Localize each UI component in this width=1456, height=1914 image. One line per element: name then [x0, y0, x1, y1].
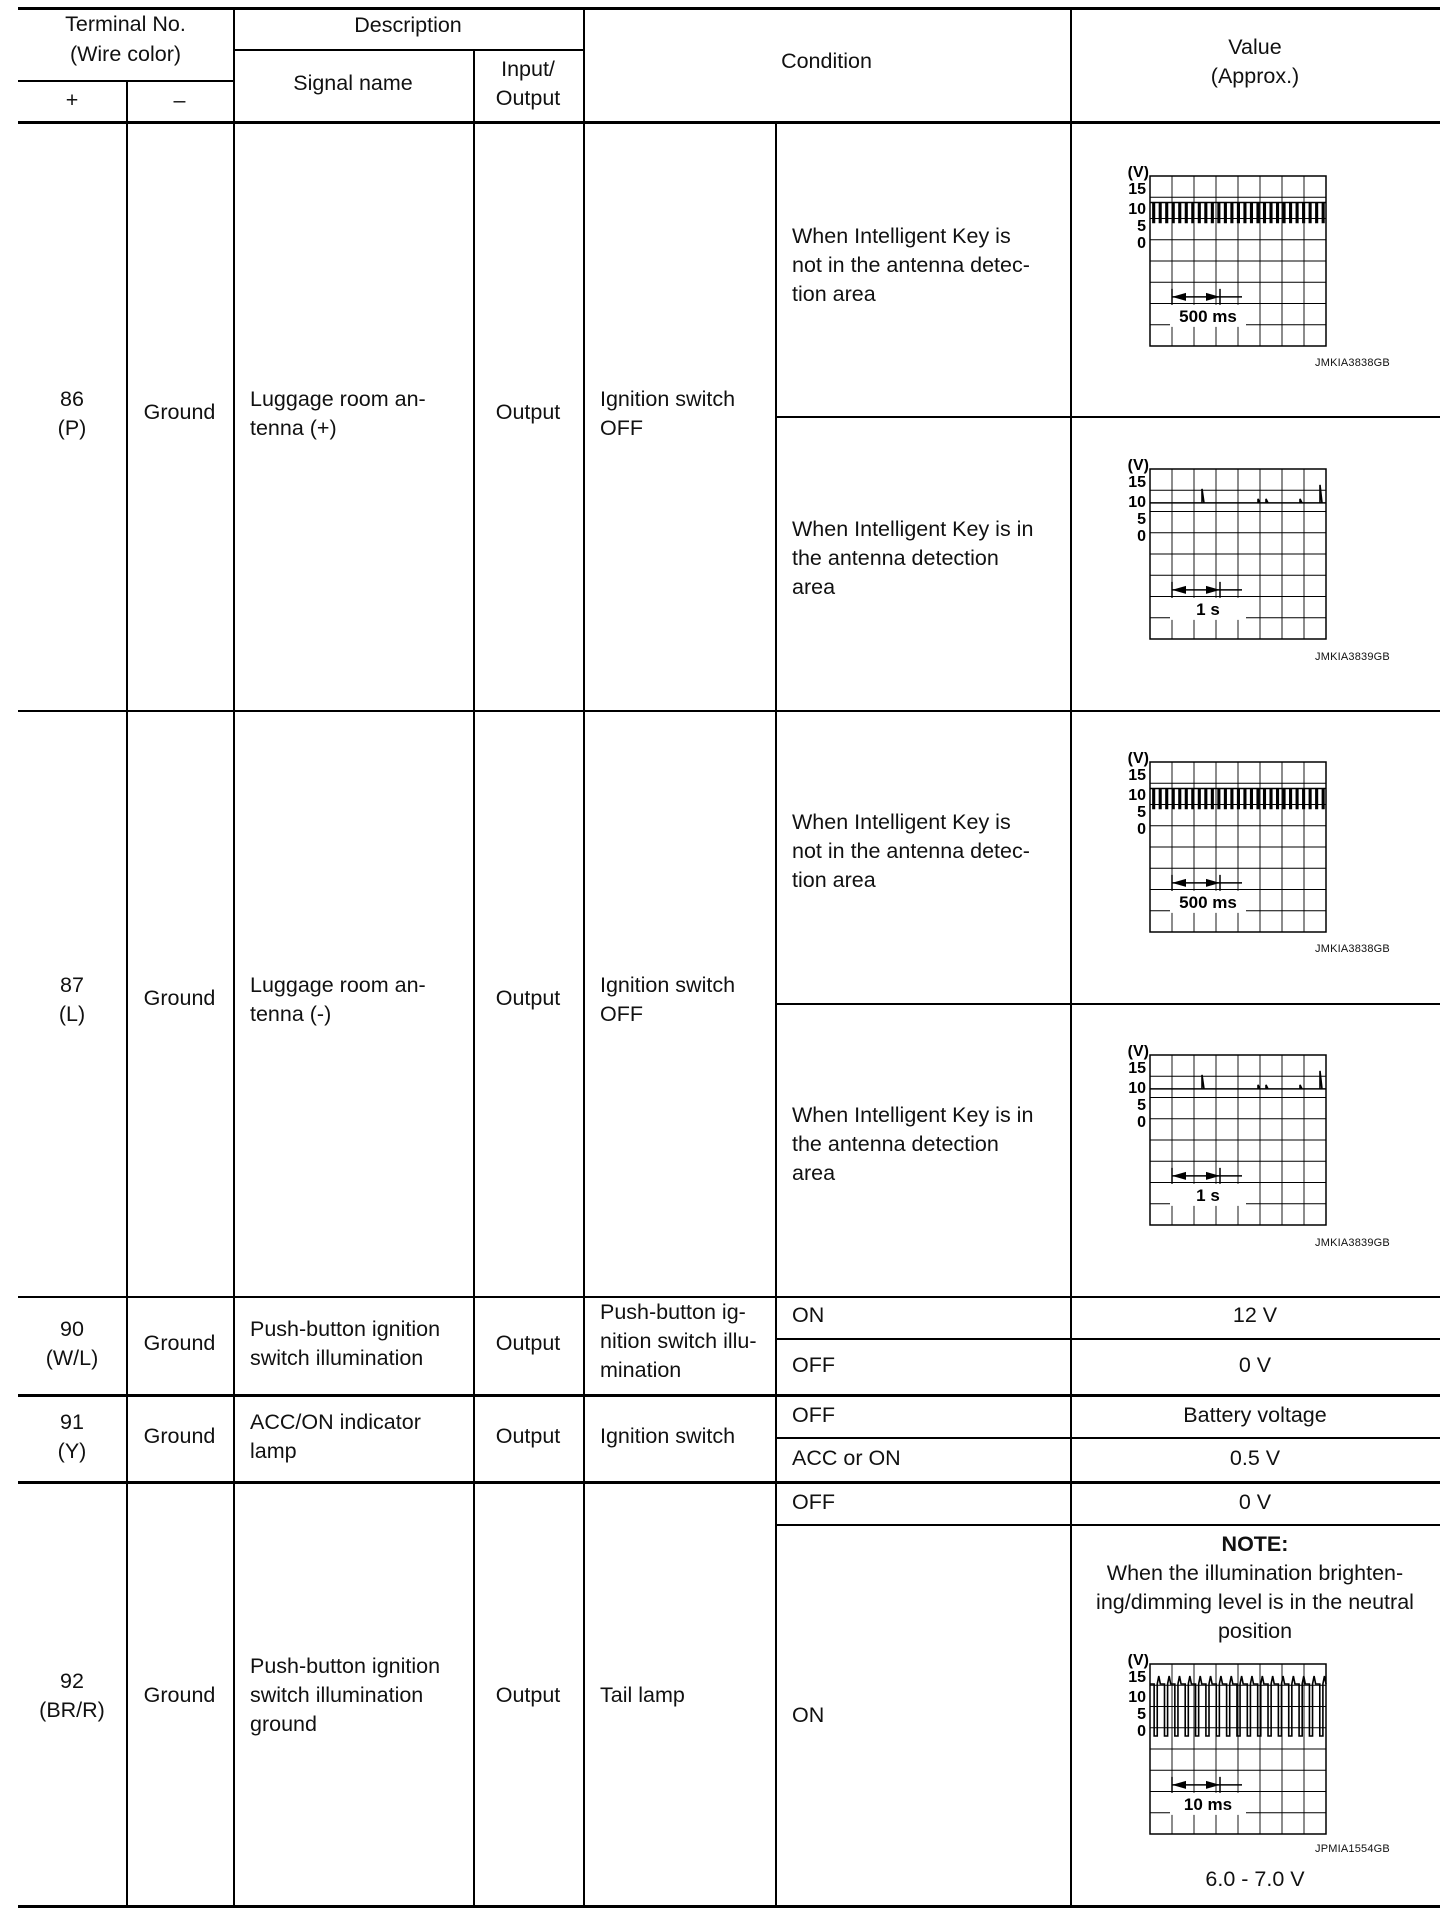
y-tick-label: 10 — [1128, 201, 1146, 218]
waveform-graph — [1110, 752, 1340, 937]
wire-color: (W/L) — [45, 1346, 99, 1370]
figure-code: JMKIA3838GB — [1315, 943, 1390, 955]
y-tick-label: 0 — [1137, 1723, 1146, 1740]
sub-condition-line2: not in the antenna detec- — [792, 253, 1030, 277]
waveform-trace — [1150, 789, 1326, 809]
header-bottom-border — [18, 121, 1440, 124]
sub-condition-line1: When Intelligent Key is — [792, 224, 1011, 248]
wire-color: (Y) — [57, 1439, 87, 1463]
col-divider-io-condition — [583, 7, 585, 1906]
condition-line1: Ignition switch — [600, 973, 736, 997]
wire-color: (L) — [58, 1002, 86, 1026]
sub-condition-line2: the antenna detection — [792, 1132, 999, 1156]
col-divider-condition-sub — [775, 121, 777, 1906]
row92-sub-divider — [775, 1524, 1440, 1526]
note-line1: When the illumination brighten- — [1106, 1561, 1404, 1585]
header-plus: + — [65, 88, 79, 112]
note-line3: position — [1217, 1619, 1293, 1643]
signal-name-line2: lamp — [250, 1439, 297, 1463]
y-tick-label: 15 — [1128, 767, 1146, 784]
signal-name-line1: Luggage room an- — [250, 973, 426, 997]
condition-line1: Tail lamp — [600, 1683, 685, 1707]
condition-line3: mination — [600, 1358, 682, 1382]
value: 12 V — [1232, 1303, 1278, 1327]
y-tick-label: 5 — [1137, 804, 1146, 821]
header-value-line1: Value — [1228, 35, 1282, 59]
y-tick-label: 15 — [1128, 1060, 1146, 1077]
terminal-number: 92 — [60, 1669, 84, 1693]
sub-condition-line2: the antenna detection — [792, 546, 999, 570]
header-description: Description — [354, 13, 462, 37]
y-tick-label: 15 — [1128, 181, 1146, 198]
axis-unit-label: (V) — [1127, 1654, 1149, 1669]
sub-condition-line2: not in the antenna detec- — [792, 839, 1030, 863]
signal-name-line1: Luggage room an- — [250, 387, 426, 411]
waveform-graph — [1110, 166, 1340, 351]
axis-unit-label: (V) — [1127, 1045, 1149, 1060]
wire-color: (P) — [57, 416, 87, 440]
time-scale-label: 500 ms — [1179, 306, 1237, 326]
signal-name-line2: tenna (+) — [250, 416, 337, 440]
sub-condition: OFF — [792, 1490, 835, 1514]
sub-condition: ON — [792, 1303, 825, 1327]
axis-unit-label: (V) — [1127, 459, 1149, 474]
header-desc-divider — [233, 49, 583, 51]
condition-line2: nition switch illu- — [600, 1329, 757, 1353]
time-marker-arrow — [1206, 1781, 1220, 1789]
row86-bottom-border — [18, 710, 1440, 712]
row86-sub-divider — [775, 416, 1440, 418]
io-type: Output — [495, 1683, 561, 1707]
time-marker-arrow — [1206, 1172, 1220, 1180]
io-type: Output — [495, 1424, 561, 1448]
time-scale-label: 10 ms — [1183, 1794, 1233, 1814]
figure-code: JMKIA3839GB — [1315, 651, 1390, 663]
waveform-graph — [1110, 1045, 1340, 1230]
time-marker-arrow — [1172, 586, 1186, 594]
ground-terminal: Ground — [143, 1424, 216, 1448]
condition-line1: Ignition switch — [600, 387, 736, 411]
sub-condition-line1: When Intelligent Key is in — [792, 1103, 1034, 1127]
io-type: Output — [495, 1331, 561, 1355]
row87-sub-divider — [775, 1003, 1440, 1005]
condition-line1: Ignition switch — [600, 1424, 736, 1448]
y-tick-label: 10 — [1128, 787, 1146, 804]
header-wire-color: (Wire color) — [69, 42, 182, 66]
terminal-number: 91 — [60, 1410, 84, 1434]
signal-name-line1: ACC/ON indicator — [250, 1410, 421, 1434]
time-marker-arrow — [1172, 1172, 1186, 1180]
note-title: NOTE: — [1221, 1532, 1289, 1556]
time-marker-arrow — [1206, 293, 1220, 301]
y-tick-label: 0 — [1137, 528, 1146, 545]
y-tick-label: 5 — [1137, 1097, 1146, 1114]
value: 6.0 - 7.0 V — [1205, 1867, 1305, 1891]
sub-condition-line1: When Intelligent Key is — [792, 810, 1011, 834]
figure-code: JMKIA3839GB — [1315, 1237, 1390, 1249]
y-tick-label: 15 — [1128, 474, 1146, 491]
value: 0 V — [1238, 1490, 1272, 1514]
col-divider-signal-io — [473, 49, 475, 1906]
time-scale-label: 500 ms — [1179, 892, 1237, 912]
header-io-line2: Output — [495, 86, 561, 110]
signal-name-line2: switch illumination — [250, 1346, 424, 1370]
header-io-line1: Input/ — [501, 57, 555, 81]
y-tick-label: 0 — [1137, 821, 1146, 838]
header-value-line2: (Approx.) — [1210, 64, 1300, 88]
sub-condition: OFF — [792, 1353, 835, 1377]
y-tick-label: 10 — [1128, 1689, 1146, 1706]
y-tick-label: 5 — [1137, 511, 1146, 528]
row91-bottom-border — [18, 1481, 1440, 1484]
terminal-number: 90 — [60, 1317, 84, 1341]
axis-unit-label: (V) — [1127, 166, 1149, 181]
io-type: Output — [495, 400, 561, 424]
ground-terminal: Ground — [143, 986, 216, 1010]
wire-color: (BR/R) — [39, 1698, 105, 1722]
header-signal-name: Signal name — [293, 71, 413, 95]
signal-name-line2: tenna (-) — [250, 1002, 332, 1026]
note-line2: ing/dimming level is in the neutral — [1096, 1590, 1414, 1614]
io-type: Output — [495, 986, 561, 1010]
row91-sub-divider — [775, 1437, 1440, 1439]
value: 0 V — [1238, 1353, 1272, 1377]
sub-condition: OFF — [792, 1403, 835, 1427]
sub-condition-line3: area — [792, 1161, 836, 1185]
y-tick-label: 5 — [1137, 1706, 1146, 1723]
ground-terminal: Ground — [143, 1683, 216, 1707]
time-marker-arrow — [1172, 1781, 1186, 1789]
sub-condition-line3: tion area — [792, 868, 876, 892]
sub-condition: ON — [792, 1703, 825, 1727]
value: 0.5 V — [1229, 1446, 1281, 1470]
sub-condition: ACC or ON — [792, 1446, 901, 1470]
row90-sub-divider — [775, 1338, 1440, 1340]
condition-line1: Push-button ig- — [600, 1300, 746, 1324]
value: Battery voltage — [1183, 1403, 1327, 1427]
time-marker-arrow — [1172, 293, 1186, 301]
signal-name-line2: switch illumination — [250, 1683, 424, 1707]
terminal-number: 87 — [60, 973, 84, 997]
waveform-graph — [1110, 459, 1340, 644]
signal-name-line1: Push-button ignition — [250, 1654, 441, 1678]
signal-name-line3: ground — [250, 1712, 317, 1736]
time-marker-arrow — [1172, 879, 1186, 887]
row90-bottom-border — [18, 1394, 1440, 1397]
sub-condition-line3: tion area — [792, 282, 876, 306]
waveform-trace — [1150, 203, 1326, 223]
signal-name-line1: Push-button ignition — [250, 1317, 441, 1341]
header-terminal-no: Terminal No. — [65, 12, 186, 36]
sub-condition-line3: area — [792, 575, 836, 599]
ground-terminal: Ground — [143, 400, 216, 424]
header-condition: Condition — [781, 49, 872, 73]
waveform-graph — [1110, 1654, 1340, 1839]
ground-terminal: Ground — [143, 1331, 216, 1355]
axis-unit-label: (V) — [1127, 752, 1149, 767]
time-scale-label: 1 s — [1196, 1185, 1220, 1205]
figure-code: JMKIA3838GB — [1315, 357, 1390, 369]
time-marker-arrow — [1206, 586, 1220, 594]
header-minus: – — [173, 88, 186, 112]
y-tick-label: 0 — [1137, 1114, 1146, 1131]
y-tick-label: 10 — [1128, 494, 1146, 511]
time-marker-arrow — [1206, 879, 1220, 887]
figure-code: JPMIA1554GB — [1315, 1843, 1390, 1855]
condition-line2: OFF — [600, 416, 643, 440]
col-divider-terminal-signal — [233, 7, 235, 1906]
condition-line2: OFF — [600, 1002, 643, 1026]
y-tick-label: 10 — [1128, 1080, 1146, 1097]
table-bottom-border — [18, 1905, 1440, 1908]
terminal-number: 86 — [60, 387, 84, 411]
time-scale-label: 1 s — [1196, 599, 1220, 619]
y-tick-label: 5 — [1137, 218, 1146, 235]
y-tick-label: 15 — [1128, 1669, 1146, 1686]
sub-condition-line1: When Intelligent Key is in — [792, 517, 1034, 541]
y-tick-label: 0 — [1137, 235, 1146, 252]
